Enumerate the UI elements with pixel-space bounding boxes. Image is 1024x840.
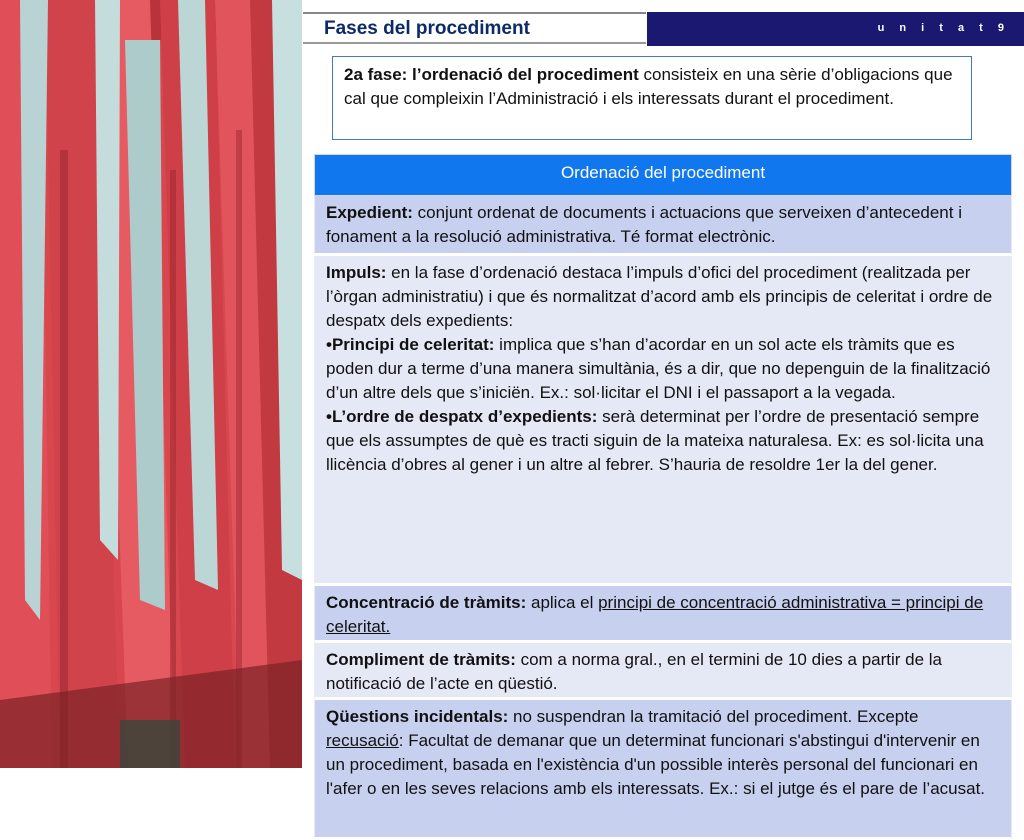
row-text: conjunt ordenat de documents i actuacions que serveixen d’antecedent i fonament a la resolució administrativa. Té format electrònic. xyxy=(326,203,962,246)
bullet-text: serà determinat per l’ordre de presentació sempre que els assumptes de què es tracti siguin de la mateixa naturalesa. Ex: es sol·licita una llicència d’obres al gener i un altre al febrer. S’hauria de resoldre 1er la del gener. xyxy=(326,407,984,474)
row-text: com a norma gral., en el termini de 10 dies a partir de la notificació de l’acte en qüestió. xyxy=(326,650,943,693)
table-row-compliment xyxy=(314,643,1012,700)
unit-banner xyxy=(647,12,1024,46)
bullet-term: •L’ordre de despatx d’expedients: xyxy=(326,407,598,426)
table-row-concentracio xyxy=(314,586,1012,643)
intro-text: consisteix en una sèrie d’obligacions que cal que compleixin l’Administració i els interessats durant el procediment. xyxy=(344,65,953,108)
table-row-impuls xyxy=(314,256,1012,586)
row-term: Concentració de tràmits: xyxy=(326,593,527,612)
table-header: Ordenació del procediment xyxy=(314,154,1012,196)
row-term: Compliment de tràmits: xyxy=(326,650,516,669)
folders-photo xyxy=(0,0,302,768)
table-row-expedient xyxy=(314,196,1012,256)
row-text-continued: : Facultat de demanar que un determinat funcionari s'abstingui d'intervenir en un procediment, basada en l'existència d'un possible interès personal del funcionari en l'afer o en les seves relacions amb els interessats. Ex.: si el jutge és el pare de l’acusat. xyxy=(326,731,986,798)
row-text: en la fase d’ordenació destaca l’impuls d’ofici del procediment (realitzada per l’òrgan administratiu) i que és normalitzat d’acord amb els principis de celeritat i ordre de despatx dels expedients: xyxy=(326,263,993,330)
row-text: no suspendran la tramitació del procediment. Excepte xyxy=(508,707,919,726)
slide-title-bar xyxy=(303,12,646,44)
row-text: aplica el xyxy=(526,593,599,612)
unit-label: u n i t a t 9 xyxy=(877,22,1010,34)
row-term: Impuls: xyxy=(326,263,387,282)
intro-box xyxy=(332,56,972,140)
slide-title: Fases del procediment xyxy=(324,18,530,39)
row-underlined-text: principi de concentració administrativa = principi de celeritat. xyxy=(326,593,984,636)
row-term: Qüestions incidentals: xyxy=(326,707,509,726)
row-term: Expedient: xyxy=(326,203,413,222)
intro-heading: 2a fase: l’ordenació del procediment xyxy=(344,65,639,84)
bullet-text: implica que s’han d’acordar en un sol acte els tràmits que es poden dur a terme d’una manera simultània, és a dir, que no depenguin de la finalització d’un altre dels que s’iniciën. Ex.: sol·licitar el DNI i el passaport a la vegada. xyxy=(326,335,991,402)
bullet-term: •Principi de celeritat: xyxy=(326,335,495,354)
ordenacio-table xyxy=(314,154,1012,840)
row-underlined-text: recusació xyxy=(326,731,399,750)
table-row-questions xyxy=(314,700,1012,840)
